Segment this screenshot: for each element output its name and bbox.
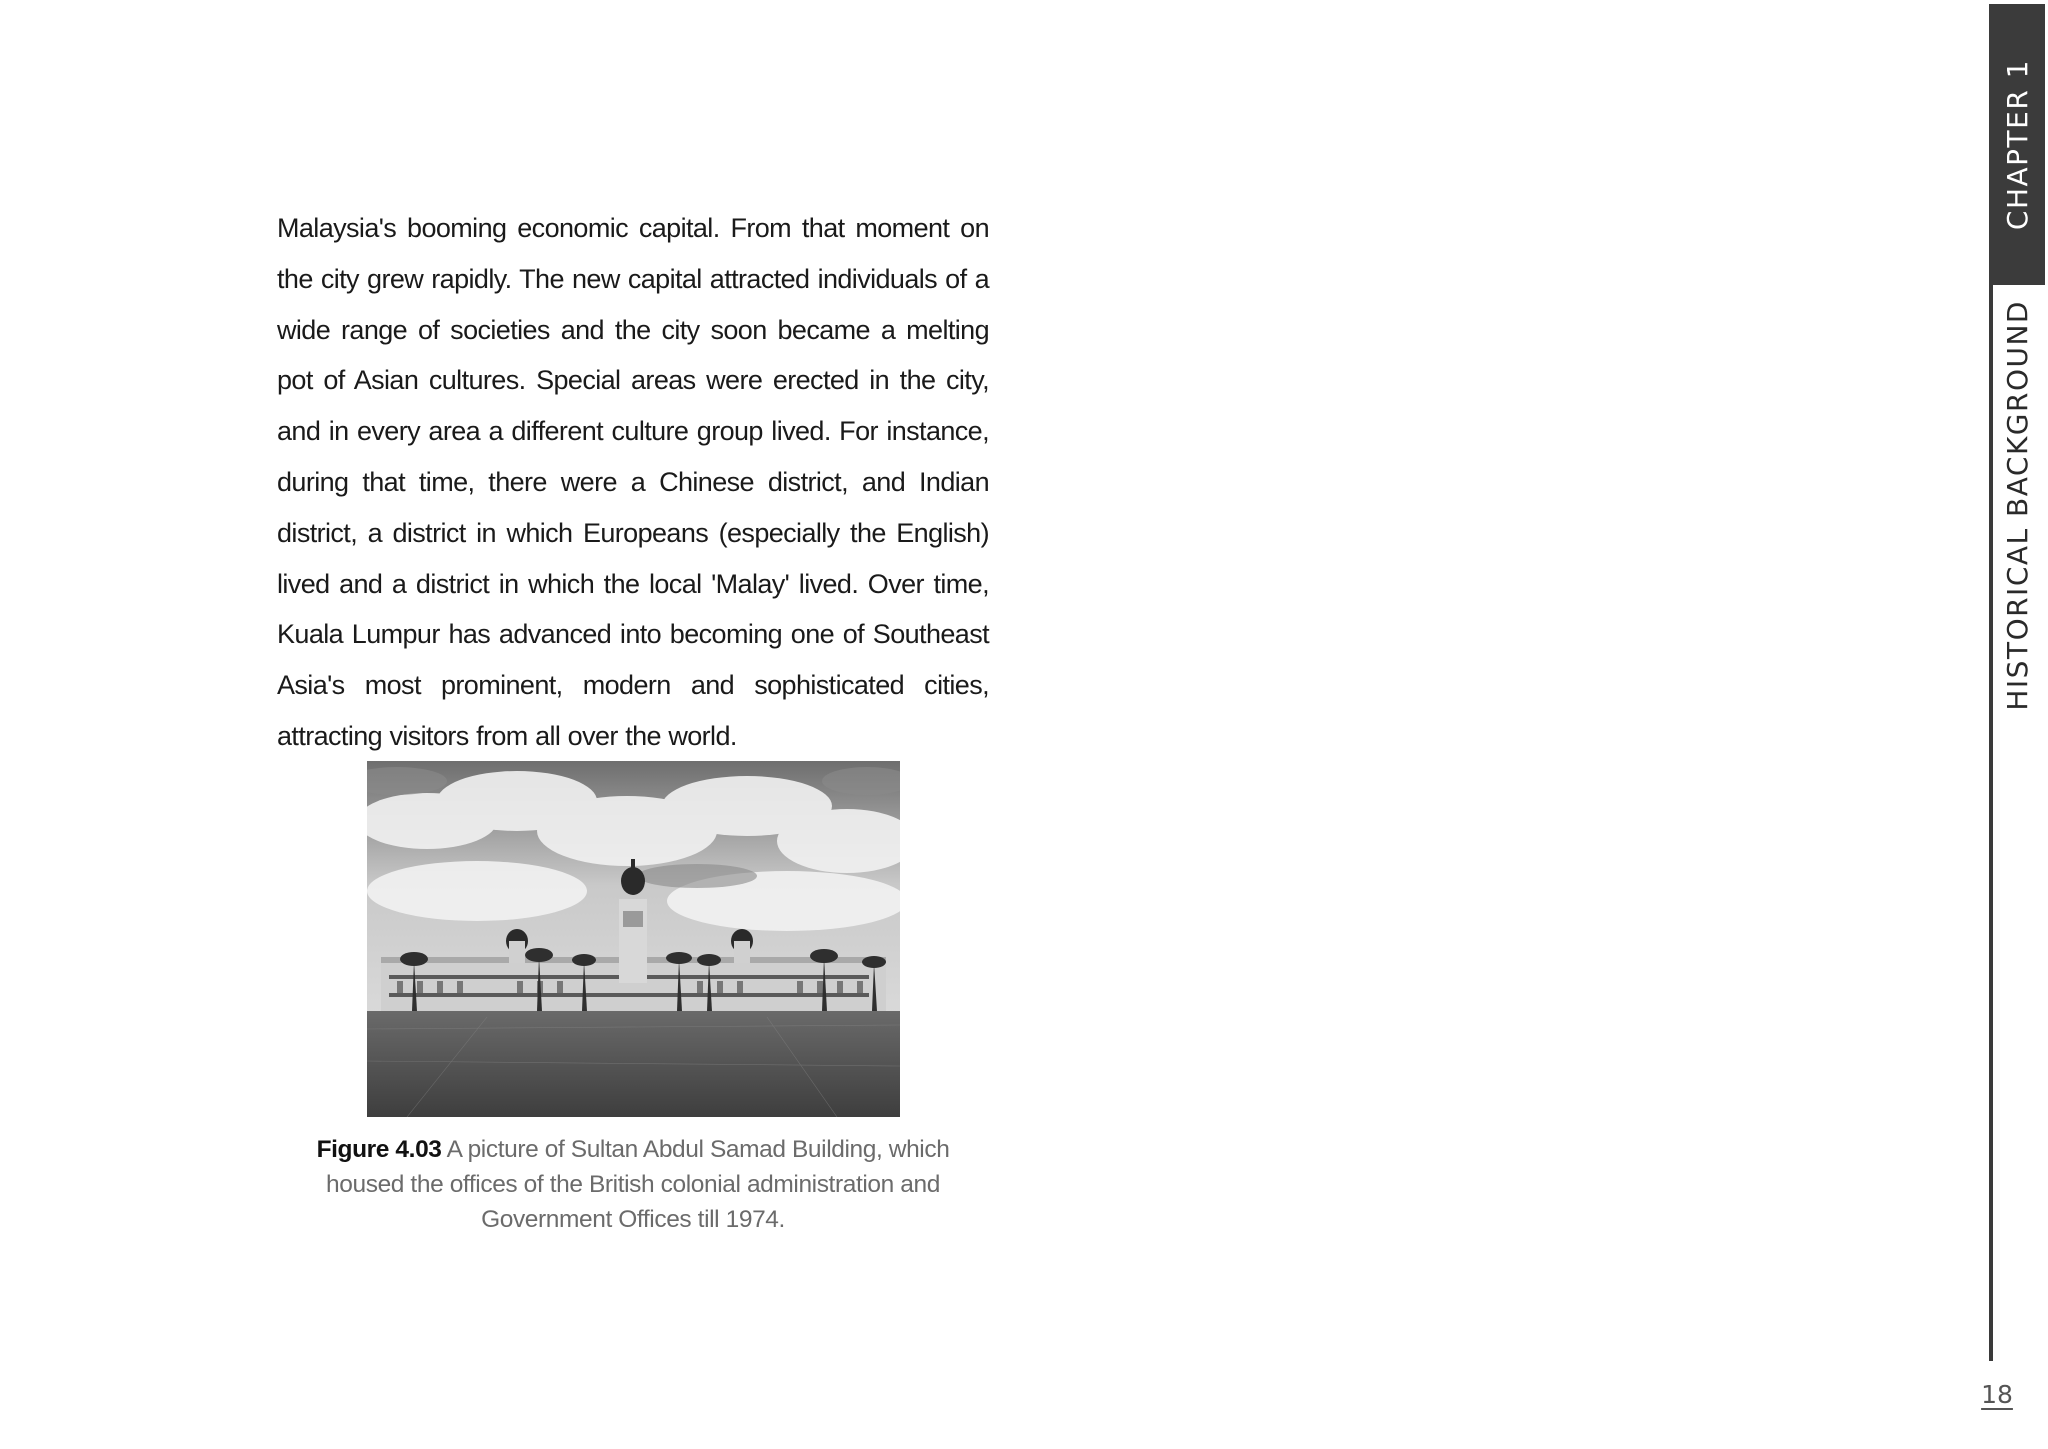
- page-number: 18: [1981, 1380, 2013, 1409]
- chapter-tab-label-wrap: [1989, 4, 2045, 285]
- side-divider-line: [1989, 285, 1993, 1361]
- sultan-abdul-samad-building-photo: [367, 761, 900, 1117]
- section-label-wrap: [1989, 290, 2045, 720]
- figure-label: Figure 4.03: [316, 1136, 442, 1163]
- body-paragraph: Malaysia's booming economic capital. From that moment on the city grew rapidly. The new capital attracted individuals of a wide range of societies and the city soon became a melting pot of Asian cultures. Special areas were erected in the city, and in every area a different culture group lived. For instance, during that time, there were a Chinese district, and Indian district, a district in which Europeans (especially the English) lived and a district in which the local 'Malay' lived. Over time, Kuala Lumpur has advanced into becoming one of Southeast Asia's most prominent, modern and sophisticated cities, attracting visitors from all over the world.: [277, 213, 989, 751]
- figure-caption: [277, 1132, 989, 1237]
- section-label: HISTORICAL BACKGROUND: [2000, 299, 2034, 711]
- figure-caption-text: A picture of Sultan Abdul Samad Building, which housed the offices of the British colonial administration and Government Offices till 1974.: [326, 1136, 950, 1233]
- chapter-tab-label: CHAPTER 1: [2000, 58, 2034, 231]
